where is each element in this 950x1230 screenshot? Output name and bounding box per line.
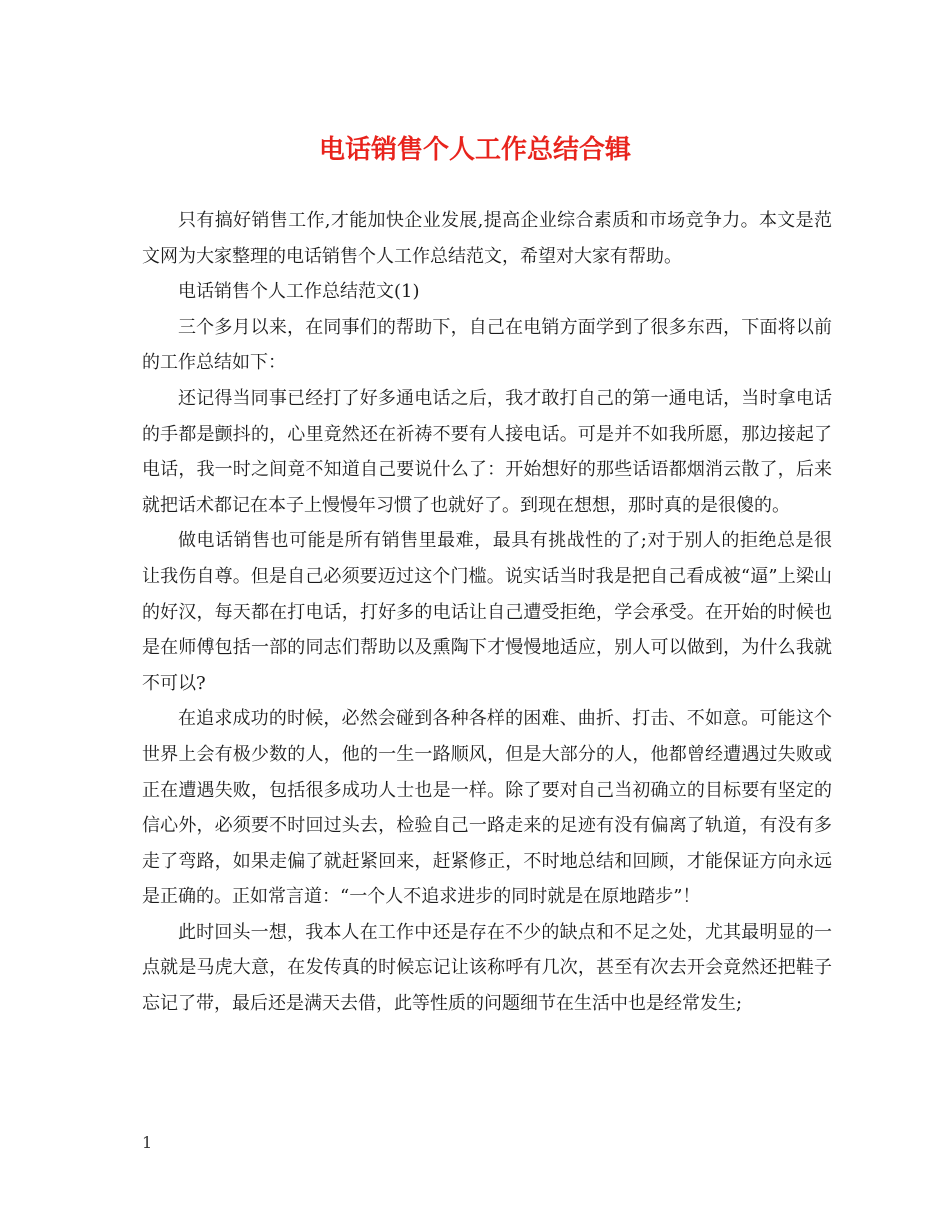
paragraph-intro: 只有搞好销售工作,才能加快企业发展,提高企业综合素质和市场竞争力。本文是范文网为大家整理的电话销售个人工作总结范文，希望对大家有帮助。 bbox=[142, 210, 832, 267]
document-title: 电话销售个人工作总结合辑 bbox=[318, 135, 631, 165]
document-body bbox=[142, 203, 832, 1022]
paragraph-first-call: 还记得当同事已经打了好多通电话之后，我才敢打自己的第一通电话，当时拿电话的手都是颤抖的，心里竟然还在祈祷不要有人接电话。可是并不如我所愿，那边接起了电话，我一时之间竟不知道自己要说什么了：开始想好的那些话语都烟消云散了，后来就把话术都记在本子上慢慢年习惯了也就好了。到现在想想，那时真的是很傻的。 bbox=[142, 387, 832, 516]
paragraph-success: 在追求成功的时候，必然会碰到各种各样的困难、曲折、打击、不如意。可能这个世界上会有极少数的人，他的一生一路顺风，但是大部分的人，他都曾经遭遇过失败或正在遭遇失败，包括很多成功人士也是一样。除了要对自己当初确立的目标要有坚定的信心外，必须要不时回过头去，检验自己一路走来的足迹有没有偏离了轨道，有没有多走了弯路，如果走偏了就赶紧回来，赶紧修正，不时地总结和回顾，才能保证方向永远是正确的。正如常言道：“一个人不追求进步的同时就是在原地踏步”！ bbox=[142, 708, 832, 908]
paragraph-subheading: 电话销售个人工作总结范文(1) bbox=[178, 281, 420, 303]
page-number: 1 bbox=[142, 1133, 153, 1152]
paragraph-overview: 三个多月以来，在同事们的帮助下，自己在电销方面学到了很多东西，下面将以前的工作总结如下： bbox=[142, 316, 832, 374]
paragraph-reflection: 此时回头一想，我本人在工作中还是存在不少的缺点和不足之处，尤其最明显的一点就是马虎大意，在发传真的时候忘记让该称呼有几次，甚至有次去开会竟然还把鞋子忘记了带，最后还是满天去借，此等性质的问题细节在生活中也是经常发生; bbox=[142, 921, 832, 1015]
paragraph-challenge: 做电话销售也可能是所有销售里最难，最具有挑战性的了;对于别人的拒绝总是很让我伤自尊。但是自己必须要迈过这个门槛。说实话当时我是把自己看成被“逼”上梁山的好汉，每天都在打电话，打好多的电话让自己遭受拒绝，学会承受。在开始的时候也是在师傅包括一部的同志们帮助以及熏陶下才慢慢地适应，别人可以做到，为什么我就不可以? bbox=[142, 530, 832, 694]
